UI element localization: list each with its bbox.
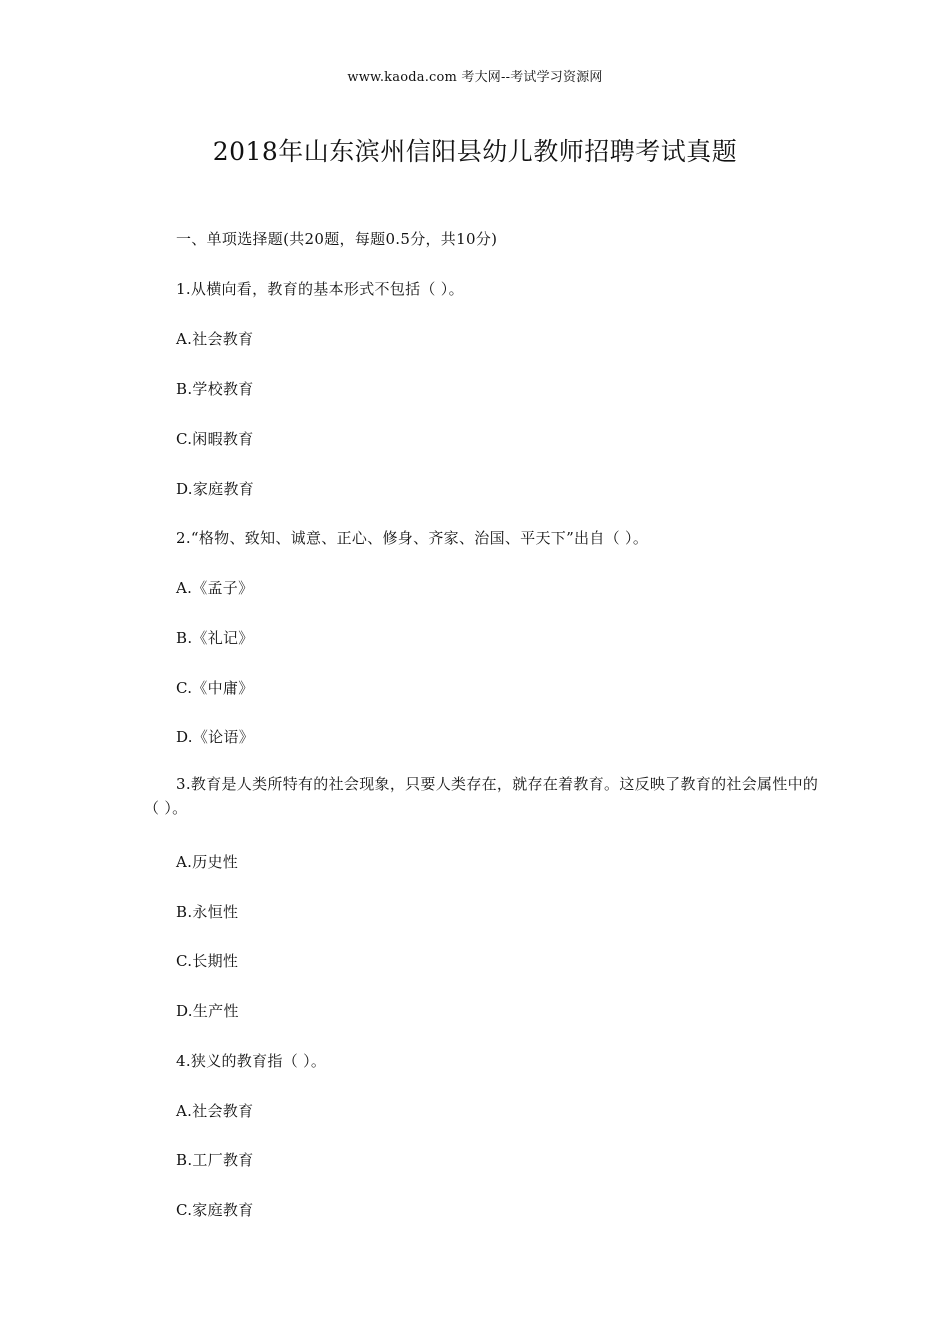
question-2-option-c: C.《中庸》 xyxy=(176,679,254,697)
question-1-stem: 1.从横向看，教育的基本形式不包括（ ）。 xyxy=(176,280,464,298)
document-title: 2018年山东滨州信阳县幼儿教师招聘考试真题 xyxy=(212,137,738,166)
question-1-option-c: C.闲暇教育 xyxy=(176,430,254,448)
question-1-option-a: A.社会教育 xyxy=(176,330,254,348)
question-2-option-d: D.《论语》 xyxy=(176,728,255,746)
question-3-option-d: D.生产性 xyxy=(176,1002,239,1020)
question-3-option-c: C.长期性 xyxy=(176,952,239,970)
question-4-stem: 4.狭义的教育指（ ）。 xyxy=(176,1052,327,1070)
question-2-option-a: A.《孟子》 xyxy=(176,579,254,597)
question-2-stem: 2.“格物、致知、诚意、正心、修身、齐家、治国、平天下”出自（ ）。 xyxy=(176,529,649,547)
question-1-option-d: D.家庭教育 xyxy=(176,480,255,498)
section-heading: 一、单项选择题(共20题，每题0.5分，共10分) xyxy=(176,230,498,248)
question-1-option-b: B.学校教育 xyxy=(176,380,254,398)
question-4-option-b: B.工厂教育 xyxy=(176,1151,254,1169)
question-3-option-b: B.永恒性 xyxy=(176,903,239,921)
question-3-option-a: A.历史性 xyxy=(176,853,239,871)
question-3-stem: 3.教育是人类所特有的社会现象，只要人类存在，就存在着教育。这反映了教育的社会属性中的（ ）。 xyxy=(144,775,819,817)
question-4-option-c: C.家庭教育 xyxy=(176,1201,254,1219)
question-2-option-b: B.《礼记》 xyxy=(176,629,254,647)
site-header: www.kaoda.com 考大网--考试学习资源网 xyxy=(347,70,603,85)
question-4-option-a: A.社会教育 xyxy=(176,1102,254,1120)
